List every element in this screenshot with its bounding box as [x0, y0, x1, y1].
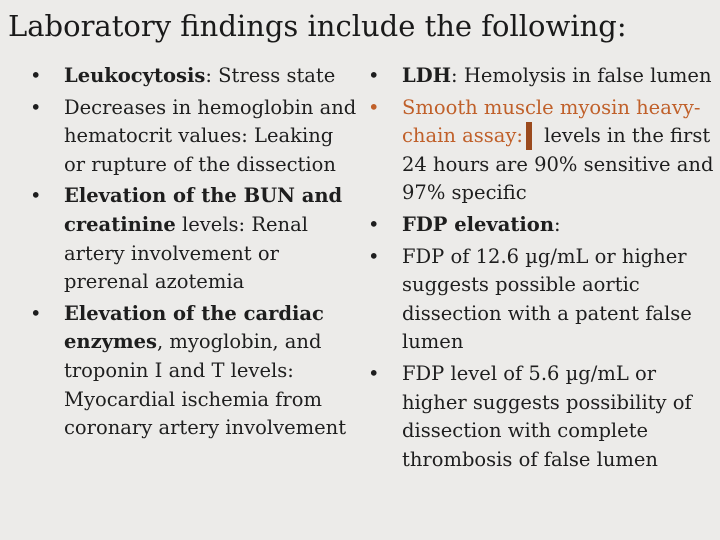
slide-title: Laboratory findings include the following: — [8, 9, 627, 43]
item-text: levels in the first 24 hours are 90% sensitive and 97% specific — [402, 124, 714, 205]
item-bold-term: Leukocytosis — [64, 64, 206, 87]
item-bold-term: Elevation of the cardiac enzymes — [64, 301, 324, 354]
bullet-icon: • — [368, 212, 380, 236]
list-item-hemoglobin — [30, 94, 360, 180]
list-item-bun — [30, 182, 360, 296]
bullet-icon: • — [368, 95, 380, 119]
highlight-marker-icon — [526, 122, 532, 150]
item-text: , myoglobin, and troponin I and T levels: Myocardial ischemia from coronary artery involvement — [64, 330, 347, 440]
item-text: Decreases in hemoglobin and hematocrit values: Leaking or rupture of the dissection — [64, 95, 357, 176]
item-text: FDP of 12.6 µg/mL or higher suggests possible aortic dissection with a patent false lumen — [402, 244, 692, 354]
item-text: : — [554, 212, 561, 236]
list-item-fdp-12-6 — [368, 243, 716, 357]
bullet-icon: • — [30, 301, 42, 325]
item-text: : Hemolysis in false lumen — [451, 64, 712, 87]
item-highlighted-text: Smooth muscle myosin heavy-chain assay: — [402, 95, 701, 148]
list-item-cardiac-enzymes — [30, 300, 360, 443]
item-text: FDP level of 5.6 µg/mL or higher suggests possibility of dissection with complete thrombosis of false lumen — [402, 361, 692, 471]
item-bold-term: FDP elevation — [402, 212, 554, 236]
left-findings-list — [30, 62, 360, 446]
bullet-icon: • — [30, 184, 42, 208]
list-item-myosin-assay — [368, 94, 716, 208]
bullet-icon: • — [30, 64, 42, 87]
bullet-icon: • — [368, 64, 380, 87]
item-bold-term: LDH — [402, 64, 452, 87]
list-item-leukocytosis — [30, 62, 360, 91]
bullet-icon: • — [368, 361, 380, 385]
right-findings-list — [368, 62, 716, 477]
list-item-fdp-elevation — [368, 211, 716, 240]
bullet-icon: • — [30, 95, 42, 119]
list-item-ldh — [368, 62, 716, 91]
bullet-icon: • — [368, 244, 380, 268]
item-bold-term: Elevation of the BUN and creatinine — [64, 184, 343, 236]
item-text: : Stress state — [205, 64, 336, 87]
list-item-fdp-5-6 — [368, 360, 716, 474]
item-text: levels: Renal artery involvement or prerenal azotemia — [64, 212, 308, 294]
